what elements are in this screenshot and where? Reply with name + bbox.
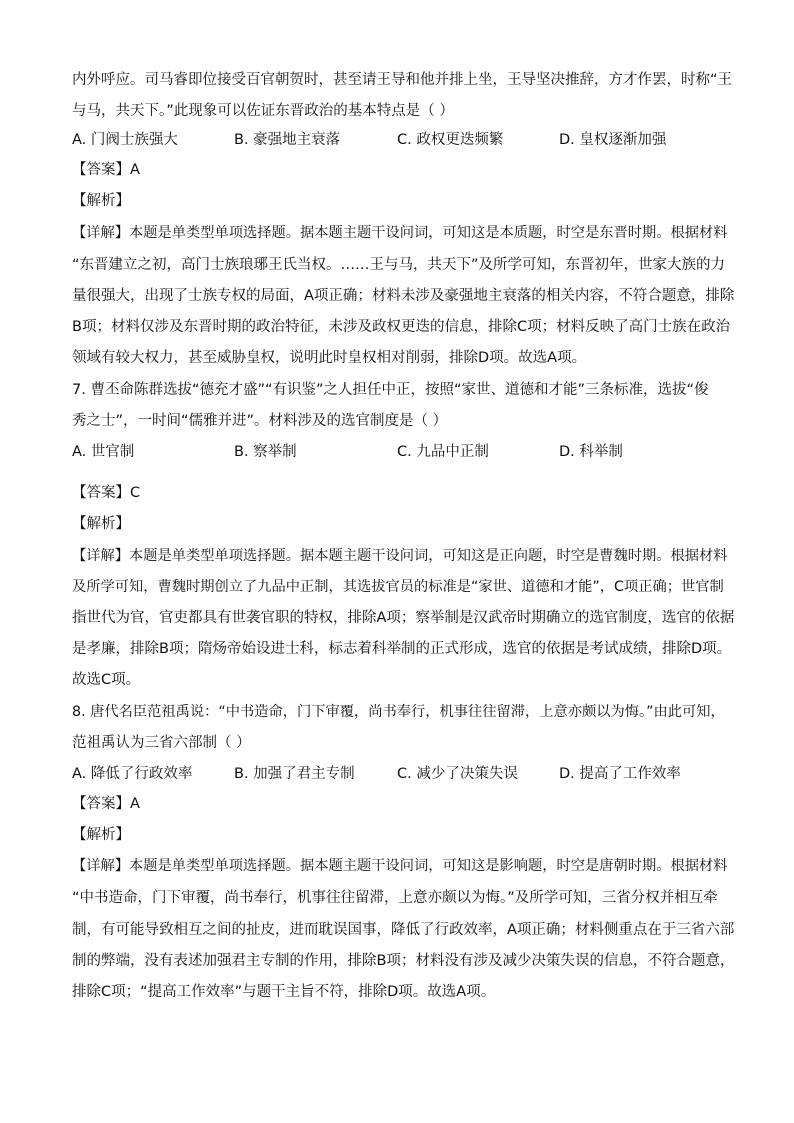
- q8-detail-line-1: 【详解】本题是单类型单项选择题。据本题主题干设问词，可知这是影响题，时空是唐朝时期。根据材料: [72, 858, 728, 874]
- q7-analysis-tag: 【解析】: [72, 516, 130, 532]
- q6-analysis-tag: 【解析】: [72, 193, 130, 209]
- q6-detail-line-2: “东晋建立之初，高门士族琅琊王氏当权。……王与马，共天下”及所学可知，东晋初年，世家大族的力: [72, 257, 726, 273]
- q8-stem-line-1: 8. 唐代名臣范祖禹说：“中书造命，门下审覆，尚书奉行，机事往往留滞，上意亦颇以为悔。”由此可知，: [72, 704, 725, 720]
- q7-option-c: C. 九品中正制: [397, 444, 489, 460]
- q8-detail-line-2: “中书造命，门下审覆，尚书奉行，机事往往留滞，上意亦颇以为悔。”及所学可知，三省分权并相互牵: [72, 890, 718, 906]
- q7-detail-line-3: 指世代为官，官吏都具有世袭官职的特权，排除A项；察举制是汉武帝时期确立的选官制度，选官的依据: [72, 610, 735, 626]
- q8-detail-line-5: 排除C项；“提高工作效率”与题干主旨不符，排除D项。故选A项。: [72, 984, 496, 1000]
- q7-option-b: B. 察举制: [234, 444, 297, 460]
- q8-detail-line-3: 制，有可能导致相互之间的扯皮，进而耽误国事，降低了行政效率，A项正确；材料侧重点在于三省六部: [72, 922, 735, 938]
- q7-option-a: A. 世官制: [72, 444, 135, 460]
- q7-detail-line-4: 是孝廉，排除B项；隋炀帝始设进士科，标志着科举制的正式形成，选官的依据是考试成绩，排除D项。: [72, 641, 732, 657]
- q6-option-c: C. 政权更迭频繁: [397, 132, 504, 148]
- q8-answer: 【答案】A: [72, 796, 140, 812]
- q8-option-c: C. 减少了决策失误: [397, 766, 518, 782]
- q7-detail-line-5: 故选C项。: [72, 672, 141, 688]
- q8-detail-line-4: 制的弊端，没有表述加强君主专制的作用，排除B项；材料没有涉及减少决策失误的信息，不符合题意，: [72, 953, 735, 969]
- q6-detail-line-5: 领域有较大权力，甚至威胁皇权，说明此时皇权相对削弱，排除D项。故选A项。: [72, 350, 587, 366]
- q6-options: [72, 130, 734, 150]
- q8-option-a: A. 降低了行政效率: [72, 766, 193, 782]
- q6-stem-line-2: 与马，共天下。”此现象可以佐证东晋政治的基本特点是（ ）: [72, 103, 454, 119]
- q8-option-d: D. 提高了工作效率: [559, 766, 681, 782]
- q7-detail-line-1: 【详解】本题是单类型单项选择题。据本题主题干设问词，可知这是正向题，时空是曹魏时期。根据材料: [72, 548, 728, 564]
- q6-option-a: A. 门阀士族强大: [72, 132, 178, 148]
- q7-detail-line-2: 及所学可知，曹魏时期创立了九品中正制，其选拔官员的标准是“家世、道德和才能”，C项正确；世官制: [72, 579, 724, 595]
- q7-stem-line-2: 秀之士”，一时间“儒雅并进”。材料涉及的选官制度是（ ）: [72, 413, 448, 429]
- q6-detail-line-3: 量很强大，出现了士族专权的局面，A项正确；材料未涉及豪强地主衰落的相关内容，不符合题意，排除: [72, 288, 735, 304]
- q6-detail-line-4: B项；材料仅涉及东晋时期的政治特征，未涉及政权更迭的信息，排除C项；材料反映了高门士族在政治: [72, 319, 731, 335]
- q7-option-d: D. 科举制: [559, 444, 623, 460]
- q6-stem-line-1: 内外呼应。司马睿即位接受百官朝贺时，甚至请王导和他并排上坐，王导坚决推辞，方才作罢，时称“王: [72, 72, 733, 88]
- q8-stem-line-2: 范祖禹认为三省六部制（ ）: [72, 735, 251, 751]
- q6-detail-line-1: 【详解】本题是单类型单项选择题。据本题主题干设问词，可知这是本质题，时空是东晋时期。根据材料: [72, 225, 728, 241]
- q6-option-d: D. 皇权逐渐加强: [559, 132, 667, 148]
- q6-option-b: B. 豪强地主衰落: [234, 132, 341, 148]
- q8-analysis-tag: 【解析】: [72, 827, 130, 843]
- q6-answer: 【答案】A: [72, 162, 140, 178]
- q7-stem-line-1: 7. 曹丕命陈群选拔“德充才盛”“有识鉴”之人担任中正，按照“家世、道德和才能”三条标准，选拔“俊: [72, 382, 709, 398]
- q8-option-b: B. 加强了君主专制: [234, 766, 355, 782]
- q7-answer: 【答案】C: [72, 485, 141, 501]
- q7-options: [72, 442, 734, 462]
- q8-options: [72, 764, 734, 784]
